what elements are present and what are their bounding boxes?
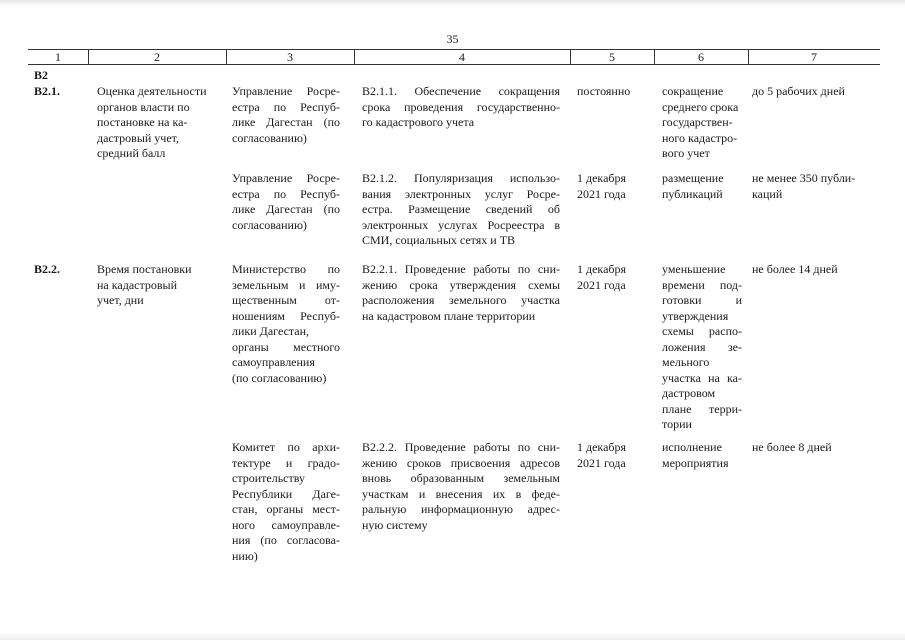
text-line: постановке на ка- xyxy=(97,115,188,129)
text-line: ния (по согласова- xyxy=(232,533,340,547)
text-line: до 5 рабочих дней xyxy=(752,84,845,98)
text-line: государствен- xyxy=(662,115,733,129)
row-code: B2.1. xyxy=(34,84,61,98)
text-line: срока проведения государственно- xyxy=(362,99,560,114)
target-cell xyxy=(752,84,845,100)
deadline-cell xyxy=(577,440,626,471)
text-line: уменьшение xyxy=(662,262,726,276)
text-line: согласованию) xyxy=(232,130,307,145)
deadline-cell xyxy=(577,262,626,293)
scan-bottom-edge xyxy=(0,632,905,640)
target-cell xyxy=(752,262,838,278)
text-line: 2021 года xyxy=(577,277,626,292)
text-line: ральную информационную адрес- xyxy=(362,502,560,516)
indicator-cell xyxy=(97,84,223,162)
text-line: готовки и xyxy=(662,293,742,307)
text-line: строительству xyxy=(232,471,305,485)
text-line: учет, дни xyxy=(97,293,144,307)
text-line: 2021 года xyxy=(577,186,626,201)
column-number-5: 5 xyxy=(609,50,615,64)
measure-cell xyxy=(362,84,560,131)
text-line: естра. Размещение сведений об xyxy=(362,202,560,216)
text-line: Время постановки xyxy=(97,262,192,276)
text-line: земельным и иму- xyxy=(232,277,340,292)
text-line: 1 декабря xyxy=(577,262,627,276)
scan-top-edge xyxy=(0,0,905,6)
executor-cell xyxy=(232,84,340,146)
text-line: естра по Респуб- xyxy=(232,99,340,114)
text-line: естра по Респуб- xyxy=(232,186,340,201)
text-line: B2.1.2. Популяризация использо- xyxy=(362,171,560,185)
text-line: дастровый учет, xyxy=(97,130,180,145)
text-line: не более 14 дней xyxy=(752,262,838,276)
text-line: Комитет по архи- xyxy=(232,440,340,454)
text-line: лике Дагестан (по xyxy=(232,115,340,129)
text-line: (по согласованию) xyxy=(232,370,327,385)
text-line: самоуправления xyxy=(232,355,315,369)
executor-cell xyxy=(232,171,340,233)
result-cell xyxy=(662,84,746,162)
text-line: ную систему xyxy=(362,517,428,532)
text-line: жению срока утверждения схемы xyxy=(362,277,560,292)
text-line: времени под- xyxy=(662,277,742,292)
text-line: не менее 350 публи- xyxy=(752,171,856,185)
text-line: каций xyxy=(752,186,783,201)
text-line: плане терри- xyxy=(662,401,742,416)
text-line: 1 декабря xyxy=(577,440,627,454)
target-cell xyxy=(752,440,832,456)
page-number: 35 xyxy=(446,32,459,46)
executor-cell xyxy=(232,440,340,564)
text-line: публикаций xyxy=(662,186,723,201)
text-line: органы местного xyxy=(232,339,340,354)
deadline-cell xyxy=(577,84,630,100)
text-line: согласованию) xyxy=(232,217,307,232)
text-line: Министерство по xyxy=(232,262,340,276)
text-line: электронных услугах Росреестра в xyxy=(362,217,560,232)
text-line: го кадастрового учета xyxy=(362,115,475,129)
column-number-3: 3 xyxy=(287,50,293,64)
text-line: щественным от- xyxy=(232,293,340,307)
result-cell xyxy=(662,440,728,471)
text-line: размещение xyxy=(662,171,724,185)
text-line: B2.2.1. Проведение работы по сни- xyxy=(362,262,560,276)
measure-cell xyxy=(362,440,560,533)
column-number-6: 6 xyxy=(698,50,704,64)
text-line: утверждения xyxy=(662,308,729,323)
text-line: постоянно xyxy=(577,84,631,98)
text-line: Республики Даге- xyxy=(232,486,340,501)
text-line: на кадастровом плане территории xyxy=(362,308,536,323)
measure-cell xyxy=(362,171,560,249)
text-line: B2.2.2. Проведение работы по сни- xyxy=(362,440,560,454)
text-line: расположения земельного участка xyxy=(362,293,560,307)
column-number-1: 1 xyxy=(55,50,61,64)
deadline-cell xyxy=(577,171,626,202)
text-line: среднего срока xyxy=(662,99,739,114)
text-line: тории xyxy=(662,417,692,431)
text-line: Управление Росре- xyxy=(232,84,340,98)
text-line: лики Дагестан, xyxy=(232,324,310,338)
column-number-4: 4 xyxy=(459,50,465,64)
text-line: мельного xyxy=(662,355,710,369)
header-bottom-rule xyxy=(28,64,880,65)
text-line: вновь образованным земельным xyxy=(362,471,560,485)
result-cell xyxy=(662,171,724,202)
column-number-7: 7 xyxy=(811,50,817,64)
text-line: вого учет xyxy=(662,146,710,160)
text-line: 1 декабря xyxy=(577,171,627,185)
text-line: не более 8 дней xyxy=(752,440,832,454)
text-line: участкам и внесения их в феде- xyxy=(362,486,560,501)
text-line: дастровом xyxy=(662,386,716,400)
measure-cell xyxy=(362,262,560,324)
text-line: жению сроков присвоения адресов xyxy=(362,455,560,470)
text-line: ного самоуправле- xyxy=(232,517,340,532)
text-line: сокращение xyxy=(662,84,724,98)
text-line: ного кадастро- xyxy=(662,130,738,145)
text-line: участка на ка- xyxy=(662,370,742,385)
text-line: тектуре и градо- xyxy=(232,455,340,470)
text-line: B2.1.1. Обеспечение сокращения xyxy=(362,84,560,98)
text-line: 2021 года xyxy=(577,455,626,470)
text-line: средний балл xyxy=(97,146,166,160)
row-code: B2.2. xyxy=(34,262,61,276)
text-line: Управление Росре- xyxy=(232,171,340,185)
target-cell xyxy=(752,171,855,202)
executor-cell xyxy=(232,262,340,386)
text-line: стан, органы мест- xyxy=(232,502,340,516)
text-line: ложения зе- xyxy=(662,339,742,354)
text-line: исполнение xyxy=(662,440,722,454)
text-line: вания электронных услуг Росре- xyxy=(362,186,560,201)
text-line: СМИ, социальных сетях и ТВ xyxy=(362,233,516,247)
section-code: B2 xyxy=(34,68,49,82)
indicator-cell xyxy=(97,262,192,309)
text-line: нию) xyxy=(232,548,258,563)
text-line: органов власти по xyxy=(97,99,190,114)
text-line: лике Дагестан (по xyxy=(232,202,340,216)
text-line: Оценка деятельности xyxy=(97,84,207,98)
text-line: ношениям Респуб- xyxy=(232,308,340,323)
text-line: схемы распо- xyxy=(662,324,742,338)
text-line: на кадастровый xyxy=(97,277,178,292)
text-line: мероприятия xyxy=(662,455,729,470)
column-number-2: 2 xyxy=(154,50,160,64)
result-cell xyxy=(662,262,742,433)
